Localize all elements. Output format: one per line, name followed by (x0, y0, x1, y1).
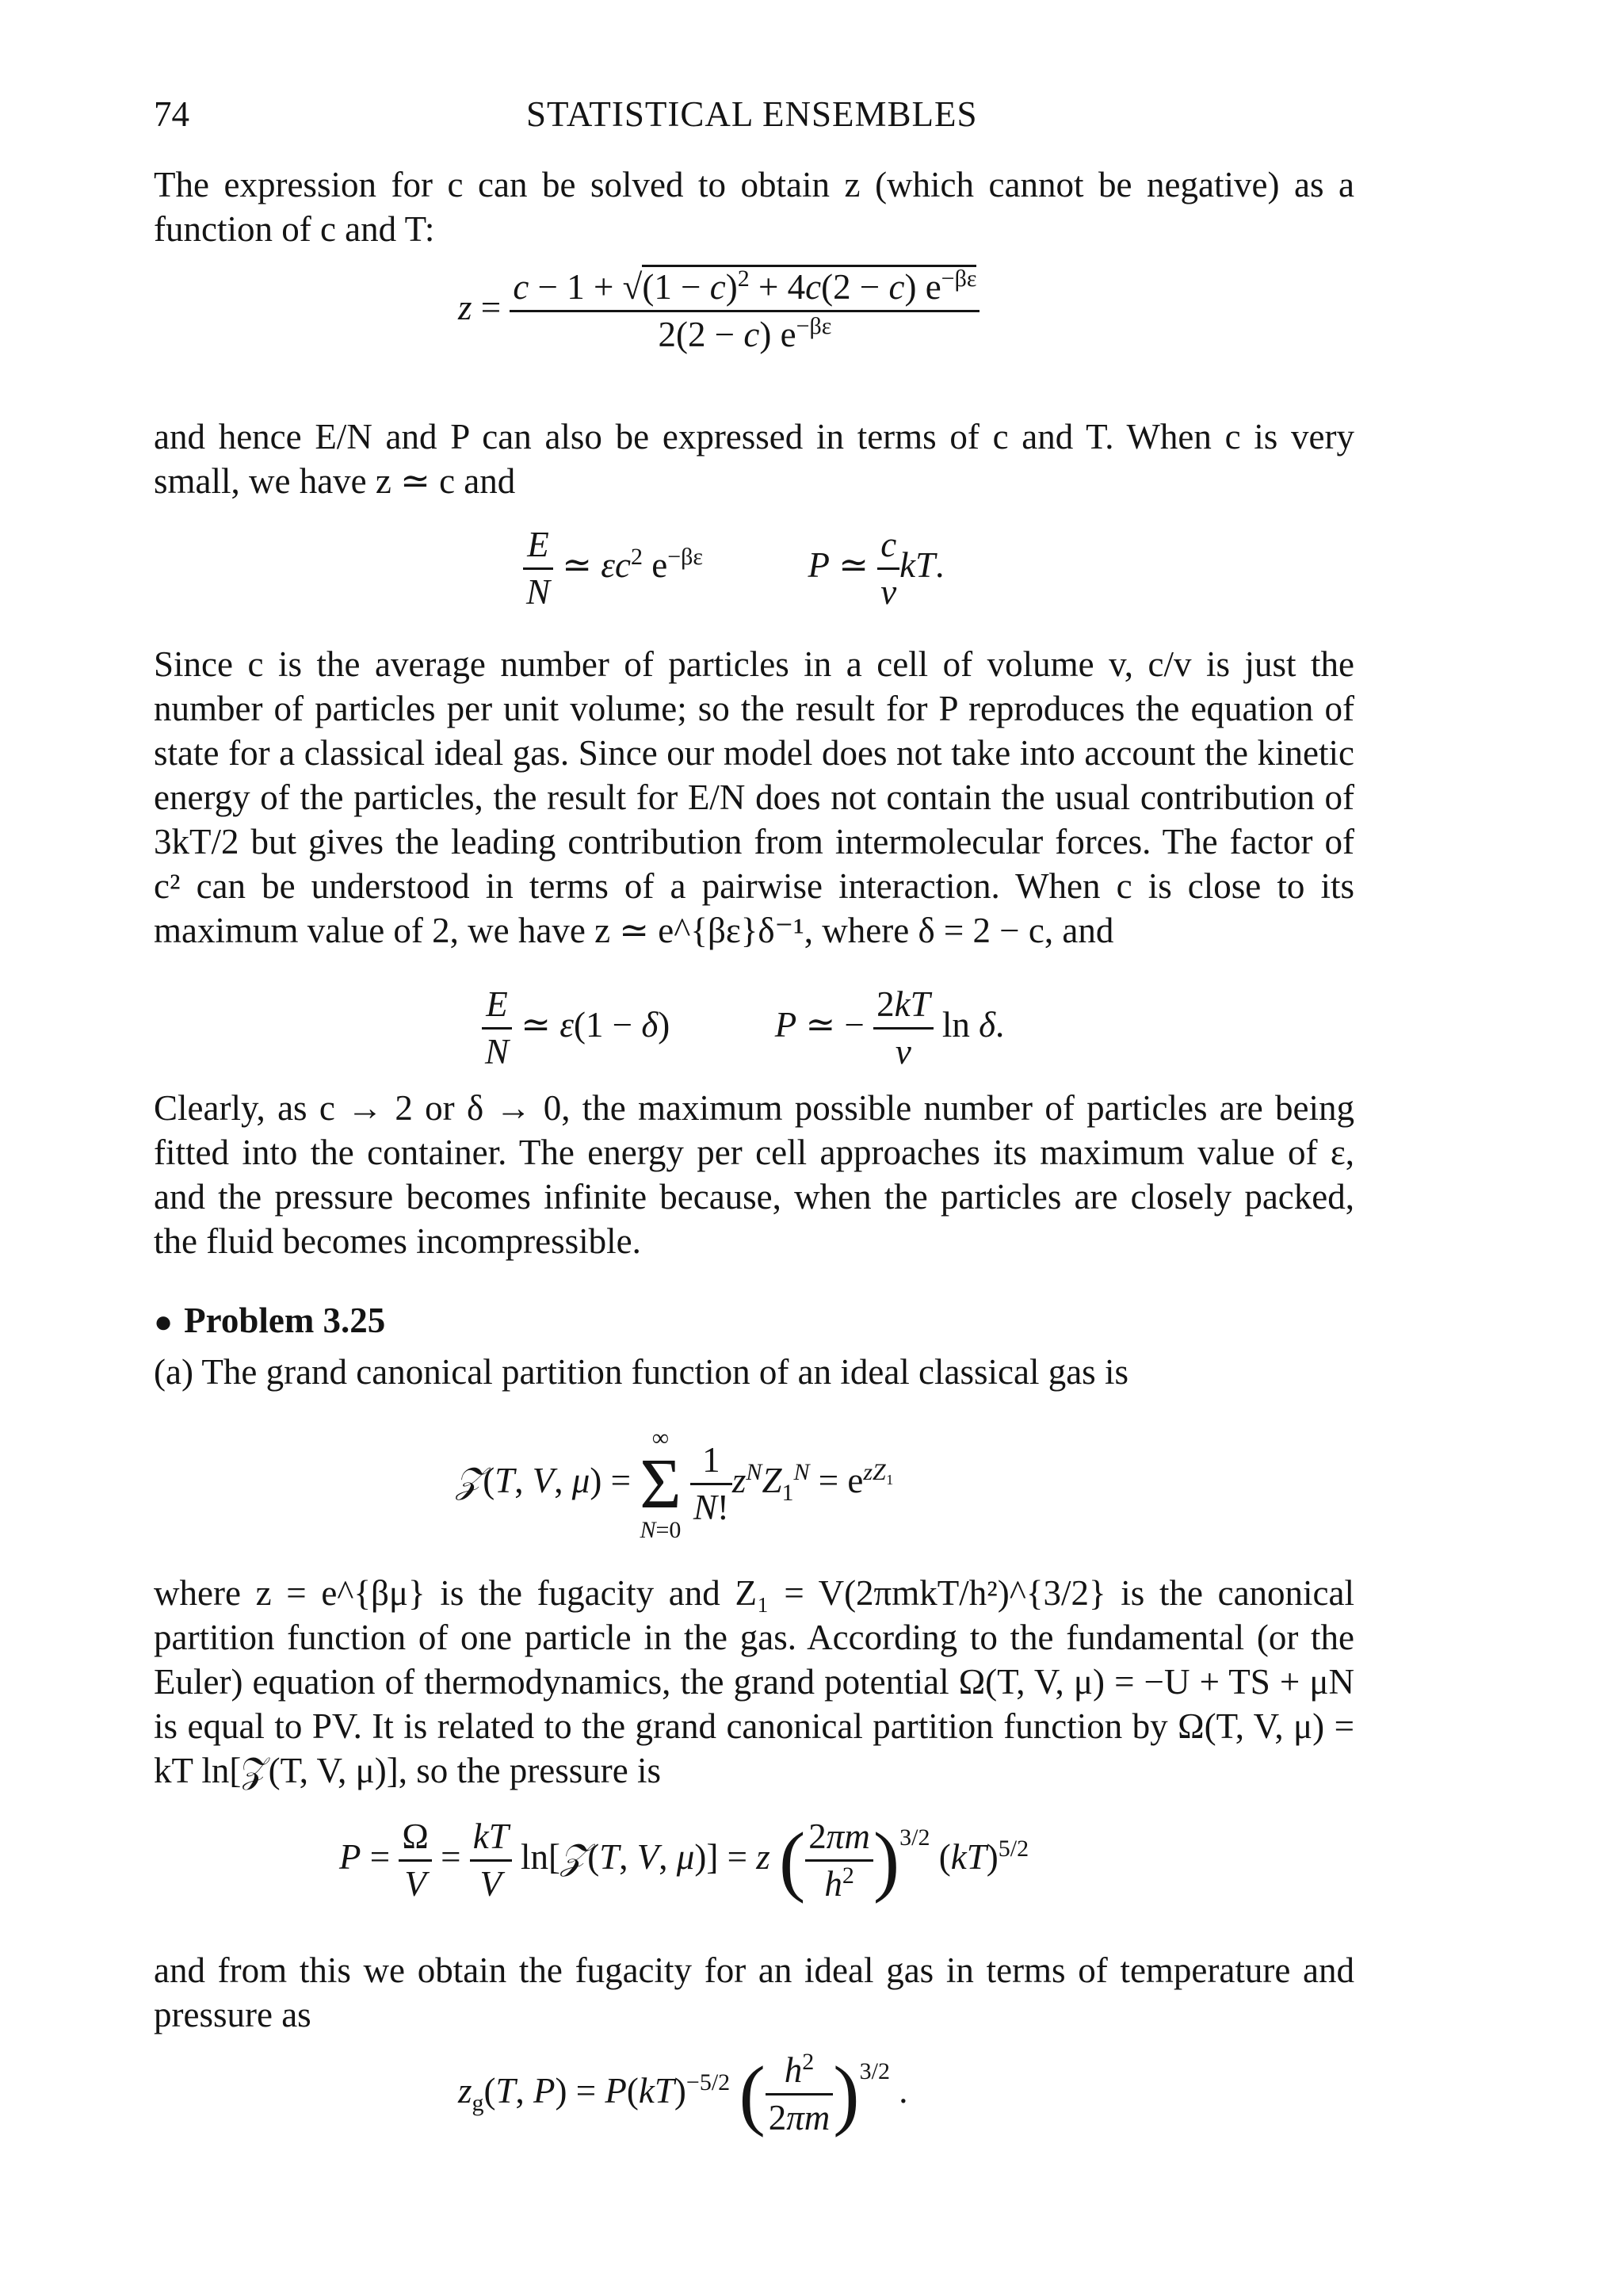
paragraph-3: Since c is the average number of particles in a cell of volume v, c/v is just the number of particles per unit volume; so the result for P reproduces the equation of state for a classical ideal gas. Since our model does not take into account the kinetic energy of the particles, the result for E/N does not contain the usual contribution of 3kT/2 but gives the leading contribution from intermolecular forces. The factor of c² can be understood in terms of a pairwise interaction. When c is close to its maximum value of 2, we have z ≃ e^{βε}δ⁻¹, where δ = 2 − c, and (154, 644, 1354, 950)
paragraph-6: where z = e^{βμ} is the fugacity and Z₁ = V(2πmkT/h²)^{3/2} is the canonical partition function of one particle in the gas. According to the fundamental (or the Euler) equation of thermodynamics, the grand potential Ω(T, V, μ) = −U + TS + μN is equal to PV. It is related to the grand canonical partition function by Ω(T, V, μ) = kT ln[𝒵(T, V, μ)], so the pressure is (154, 1573, 1354, 1790)
equation-z: z = $\frac{c - 1 + √(1 - c)^2 + 4c(2 - c) e^{-\beta\varepsilon}}{2(2 - c) e^{-\beta\varepsilon}}$ (458, 269, 980, 353)
equation-small-c: $\frac{E}{N}$ ≃ $\varepsilon c^2$ $e^{-\beta\varepsilon}$ P ≃ $\frac{c}{v}$ kT. (523, 527, 944, 610)
equation-fugacity: $z_g(T$, P) = P(kT)$^{-5/2}$ ( $\frac{h^2}{2\pi m}$ )$^{3/2}$ . (458, 2049, 908, 2138)
equation-large-c: $\frac{E}{N}$ ≃ ε(1 − δ) P ≃ − $\frac{2kT}{v}$ ln δ. (482, 987, 1004, 1070)
page-number: 74 (154, 94, 189, 134)
equation-grand-partition: 𝒵(T, V, μ) = ∞ Σ N=0 $\frac{1}{N!}$ $z^NZ_1^N = e^{zZ_1}$ (456, 1425, 895, 1543)
running-title: STATISTICAL ENSEMBLES (526, 94, 978, 134)
paragraph-1: The expression for c can be solved to obtain z (which cannot be negative) as a function of c and T: (154, 165, 1354, 249)
paragraph-2: and hence E/N and P can also be expressed in terms of c and T. When c is very small, we have z ≃ c and (154, 417, 1354, 501)
paragraph-4: Clearly, as c → 2 or δ → 0, the maximum possible number of particles are being fitted into the container. The energy per cell approaches its maximum value of ε, and the pressure becomes infinite because, when the particles are closely packed, the fluid becomes incompressible. (154, 1088, 1354, 1261)
paragraph-5: (a) The grand canonical partition function of an ideal classical gas is (154, 1352, 1128, 1392)
problem-heading: ● Problem 3.25 (154, 1301, 386, 1340)
running-head (154, 94, 1354, 141)
paragraph-7: and from this we obtain the fugacity for an ideal gas in terms of temperature and pressure as (154, 1950, 1354, 2034)
equation-pressure: P = $\frac{\Omega}{V}$ = $\frac{kT}{V}$ ln[𝒵(T, V, μ)] = z ( $\frac{2\pi m}{h^2}$ )$^{3/2}$ (kT)$^{5/2}$ (339, 1816, 1029, 1904)
